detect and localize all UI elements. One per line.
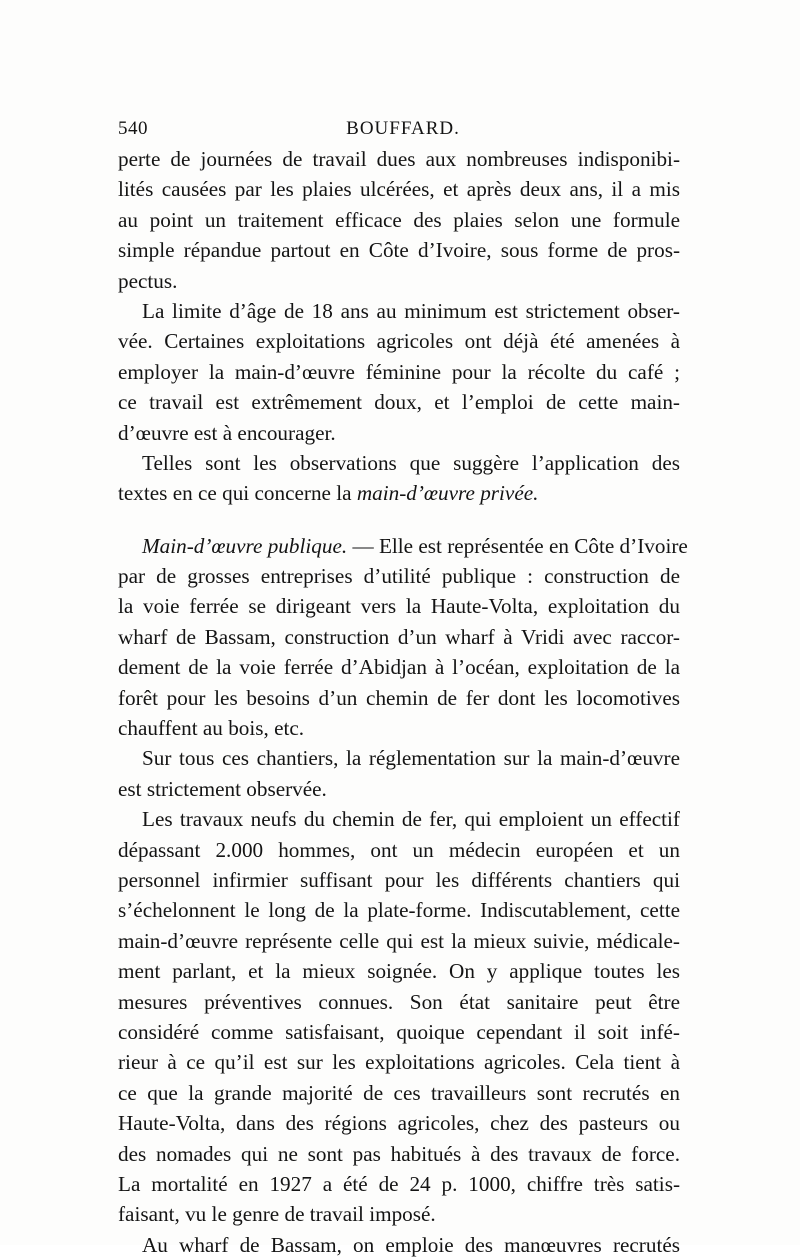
text-line: mesures préventives connues. Son état sanitaire peut être (118, 989, 680, 1014)
paragraph-3 (118, 448, 680, 509)
text-line: La mortalité en 1927 a été de 24 p. 1000, chiffre très satis- (118, 1171, 680, 1196)
running-head (118, 118, 680, 144)
italic-term: main-d’œuvre privée. (356, 481, 539, 506)
text-line: ce que la grande majorité de ces travailleurs sont recrutés en (118, 1080, 680, 1105)
running-title: BOUFFARD. (346, 118, 460, 139)
section-gap (118, 509, 680, 531)
text-line: la voie ferrée se dirigeant vers la Haute-Volta, exploitation du (118, 594, 680, 619)
body-text (118, 144, 688, 1260)
text-line: dépassant 2.000 hommes, ont un médecin européen et un (118, 837, 680, 862)
text-line: dement de la voie ferrée d’Abidjan à l’océan, exploitation de la (118, 655, 680, 680)
paragraph-4 (118, 531, 688, 744)
text-line: chauffent au bois, etc. (118, 716, 305, 741)
paragraph-2 (118, 296, 680, 448)
text-line: La limite d’âge de 18 ans au minimum est strictement obser- (142, 298, 680, 323)
text-segment: — Elle est représentée en Côte d’Ivoire (347, 533, 688, 558)
text-line: lités causées par les plaies ulcérées, et après deux ans, il a mis (118, 177, 680, 202)
text-line: Haute-Volta, dans des régions agricoles, chez des pasteurs ou (118, 1111, 680, 1136)
text-line: perte de journées de travail dues aux nombreuses indisponibi- (118, 147, 680, 171)
text-line: Sur tous ces chantiers, la réglementation sur la main-d’œuvre (142, 746, 680, 771)
text-line: au point un traitement efficace des plaies selon une formule (118, 207, 680, 232)
text-line: des nomades qui ne sont pas habitués à des travaux de force. (118, 1141, 680, 1166)
page-number: 540 (118, 118, 148, 139)
text-line: par de grosses entreprises d’utilité publique : construction de (118, 564, 680, 589)
text-line: vée. Certaines exploitations agricoles ont déjà été amenées à (118, 329, 680, 354)
text-line: Les travaux neufs du chemin de fer, qui emploient un effectif (142, 807, 680, 832)
paragraph-1 (118, 144, 680, 296)
paragraph-6 (118, 804, 680, 1229)
text-line: ce travail est extrêmement doux, et l’emploi de cette main- (118, 390, 680, 415)
text-line (118, 478, 680, 508)
text-line: pectus. (118, 268, 178, 293)
text-line: d’œuvre est à encourager. (118, 420, 336, 445)
text-line: simple répandue partout en Côte d’Ivoire, sous forme de pros- (118, 238, 680, 263)
paragraph-5 (118, 743, 680, 804)
text-line: employer la main-d’œuvre féminine pour la récolte du café ; (118, 359, 680, 384)
text-line: Telles sont les observations que suggère l’application des (142, 450, 680, 475)
section-lead-in: Main-d’œuvre publique. (142, 533, 348, 558)
text-line: est strictement observée. (118, 776, 327, 801)
text-line: ment parlant, et la mieux soignée. On y applique toutes les (118, 959, 680, 984)
text-line: faisant, vu le genre de travail imposé. (118, 1202, 436, 1227)
text-line: Au wharf de Bassam, on emploie des manœuvres recrutés (142, 1232, 680, 1257)
text-line: wharf de Bassam, construction d’un wharf à Vridi avec raccor- (118, 624, 680, 649)
text-segment: textes en ce qui concerne la (118, 481, 357, 506)
text-line: s’échelonnent le long de la plate-forme. Indiscutablement, cette (118, 898, 680, 923)
text-line: main-d’œuvre représente celle qui est la mieux suivie, médicale- (118, 928, 680, 953)
text-line: personnel infirmier suffisant pour les différents chantiers qui (118, 867, 680, 892)
text-line: rieur à ce qu’il est sur les exploitations agricoles. Cela tient à (118, 1050, 680, 1075)
text-line: considéré comme satisfaisant, quoique cependant il soit infé- (118, 1019, 680, 1044)
text-line: forêt pour les besoins d’un chemin de fer dont les locomotives (118, 685, 680, 710)
text-line (118, 531, 688, 561)
